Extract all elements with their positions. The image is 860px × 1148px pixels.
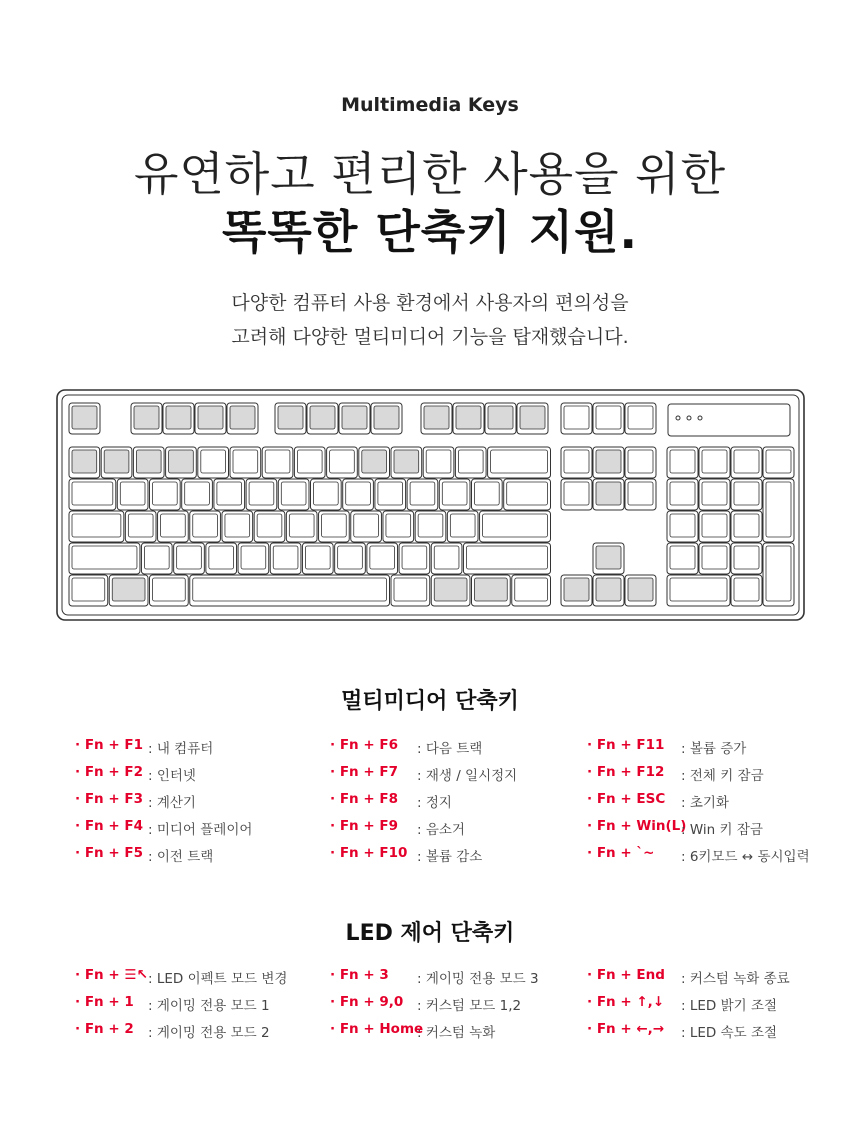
shortcut-key: · Fn + F7	[330, 764, 398, 780]
highlighted-key-top	[310, 406, 335, 429]
keycap-top	[507, 482, 548, 505]
shortcut-description: : 정지	[417, 795, 452, 811]
keycap-top	[201, 450, 226, 473]
shortcut-key: · Fn + `~	[587, 845, 655, 861]
shortcut-description: : LED 이펙트 모드 변경	[148, 971, 288, 987]
shortcut-key: · Fn + F12	[587, 764, 665, 780]
shortcut-key: · Fn + F6	[330, 737, 398, 753]
highlighted-key-top	[434, 578, 467, 601]
keycap-top	[670, 482, 695, 505]
shortcut-key: · Fn + 3	[330, 967, 389, 983]
highlighted-key-top	[596, 578, 621, 601]
highlighted-key-top	[362, 450, 387, 473]
description-line-1: 다양한 컴퓨터 사용 환경에서 사용자의 편의성을	[231, 292, 629, 314]
shortcut-description: : 초기화	[681, 795, 729, 811]
shortcut-description: : 이전 트랙	[148, 849, 214, 865]
keycap-top	[475, 482, 500, 505]
keycap-top	[596, 406, 621, 429]
highlighted-key-top	[136, 450, 161, 473]
keycap-top	[734, 546, 759, 569]
keycap-top	[386, 514, 411, 537]
highlighted-key-top	[166, 406, 191, 429]
shortcut-key: · Fn + 2	[75, 1021, 134, 1037]
section-eyebrow: Multimedia Keys	[341, 94, 519, 116]
keycap-top	[265, 450, 290, 473]
keycap-top	[766, 546, 791, 601]
shortcut-description: : 계산기	[148, 795, 196, 811]
highlighted-key-top	[198, 406, 223, 429]
highlighted-key-top	[488, 406, 513, 429]
highlighted-key-top	[72, 406, 97, 429]
keycap-top	[330, 450, 355, 473]
shortcut-description: : 내 컴퓨터	[148, 741, 214, 757]
keycap-top	[670, 450, 695, 473]
shortcut-key: · Fn + End	[587, 967, 665, 983]
highlighted-key-top	[424, 406, 449, 429]
shortcut-key: · Fn + F9	[330, 818, 398, 834]
highlighted-key-top	[475, 578, 508, 601]
keycap-top	[483, 514, 548, 537]
shortcut-key: · Fn + Home	[330, 1021, 424, 1037]
keycap-top	[466, 546, 547, 569]
keycap-top	[491, 450, 548, 473]
led-shortcuts-title: LED 제어 단축키	[345, 921, 515, 946]
keycap-top	[305, 546, 330, 569]
keycap-top	[217, 482, 242, 505]
shortcut-description: : 다음 트랙	[417, 741, 483, 757]
headline-line-1: 유연하고 편리한 사용을 위한	[133, 147, 727, 201]
multimedia-shortcuts-title: 멀티미디어 단축키	[341, 689, 519, 714]
shortcut-key: · Fn + F3	[75, 791, 143, 807]
keycap-top	[702, 482, 727, 505]
keycap-top	[734, 514, 759, 537]
keycap-top	[297, 450, 322, 473]
keycap-top	[628, 482, 653, 505]
shortcut-key: · Fn + F5	[75, 845, 143, 861]
shortcut-description: : 볼륨 감소	[417, 849, 483, 865]
keycap-top	[249, 482, 274, 505]
keycap-top	[153, 578, 186, 601]
highlighted-key-top	[230, 406, 255, 429]
keycap-top	[766, 482, 791, 537]
highlighted-key-top	[628, 578, 653, 601]
shortcut-description: : 재생 / 일시정지	[417, 768, 518, 784]
shortcut-description: : LED 속도 조절	[681, 1025, 778, 1041]
shortcut-description: : 커스텀 녹화	[417, 1025, 496, 1041]
shortcut-key: · Fn + ESC	[587, 791, 666, 807]
shortcut-description: : Win 키 잠금	[681, 822, 763, 838]
keycap-top	[378, 482, 403, 505]
shortcut-description: : 6키모드 ↔ 동시입력	[681, 849, 810, 865]
keycap-top	[193, 514, 218, 537]
indicator-panel	[668, 404, 790, 436]
shortcut-key: · Fn + ↑,↓	[587, 994, 665, 1010]
keycap-top	[450, 514, 475, 537]
highlighted-key-top	[169, 450, 194, 473]
shortcut-description: : 전체 키 잠금	[681, 768, 764, 784]
keycap-top	[670, 546, 695, 569]
keycap-top	[628, 450, 653, 473]
shortcut-key: · Fn + F1	[75, 737, 143, 753]
keycap-top	[394, 578, 427, 601]
keycap-top	[702, 514, 727, 537]
keycap-top	[257, 514, 282, 537]
highlighted-key-top	[104, 450, 129, 473]
highlighted-key-top	[596, 482, 621, 505]
keycap-top	[370, 546, 395, 569]
highlighted-key-top	[564, 578, 589, 601]
keycap-top	[314, 482, 339, 505]
keycap-top	[322, 514, 347, 537]
keycap-top	[402, 546, 427, 569]
highlighted-key-top	[72, 450, 97, 473]
keycap-top	[120, 482, 145, 505]
keycap-top	[289, 514, 314, 537]
keycap-top	[410, 482, 435, 505]
shortcut-key: · Fn + Win(L)	[587, 818, 687, 834]
shortcut-description: : 커스텀 모드 1,2	[417, 998, 522, 1014]
highlighted-key-top	[374, 406, 399, 429]
keycap-top	[670, 514, 695, 537]
keycap-top	[670, 578, 727, 601]
shortcut-description: : 게이밍 전용 모드 2	[148, 1025, 270, 1041]
shortcut-key: · Fn + F11	[587, 737, 665, 753]
shortcut-description: : 인터넷	[148, 768, 196, 784]
shortcut-key: · Fn + F8	[330, 791, 398, 807]
shortcut-key: · Fn + F10	[330, 845, 408, 861]
highlighted-key-top	[278, 406, 303, 429]
keycap-top	[281, 482, 306, 505]
keycap-top	[153, 482, 178, 505]
keycap-top	[426, 450, 451, 473]
keycap-top	[209, 546, 234, 569]
keycap-top	[766, 450, 791, 473]
keycap-top	[225, 514, 250, 537]
keycap-top	[564, 406, 589, 429]
keycap-top	[442, 482, 467, 505]
keycap-top	[702, 546, 727, 569]
keycap-top	[72, 514, 121, 537]
keycap-top	[354, 514, 379, 537]
highlighted-key-top	[394, 450, 419, 473]
keycap-top	[346, 482, 371, 505]
keycap-top	[128, 514, 153, 537]
keycap-top	[72, 546, 137, 569]
shortcut-key: · Fn + 1	[75, 994, 134, 1010]
shortcut-key: · Fn + 9,0	[330, 994, 404, 1010]
shortcut-key: · Fn + ←,→	[587, 1021, 665, 1037]
keycap-top	[515, 578, 548, 601]
keycap-top	[233, 450, 258, 473]
shortcut-description: : 미디어 플레이어	[148, 822, 253, 838]
highlighted-key-top	[112, 578, 145, 601]
keycap-top	[628, 406, 653, 429]
highlighted-key-top	[520, 406, 545, 429]
keycap-top	[241, 546, 266, 569]
shortcut-description: : LED 밝기 조절	[681, 998, 778, 1014]
highlighted-key-top	[134, 406, 159, 429]
keycap-top	[185, 482, 210, 505]
keycap-top	[418, 514, 443, 537]
keycap-top	[734, 482, 759, 505]
highlighted-key-top	[342, 406, 367, 429]
keycap-top	[434, 546, 459, 569]
shortcut-key: · Fn + F4	[75, 818, 143, 834]
keycap-top	[161, 514, 186, 537]
shortcut-key: · Fn + F2	[75, 764, 143, 780]
highlighted-key-top	[596, 450, 621, 473]
keycap-top	[72, 578, 105, 601]
keycap-top	[734, 578, 759, 601]
shortcut-description: : 커스텀 녹화 종료	[681, 971, 790, 987]
keycap-top	[72, 482, 113, 505]
keycap-top	[177, 546, 202, 569]
shortcut-key: · Fn + ☰↖	[75, 967, 148, 983]
keycap-top	[193, 578, 387, 601]
keycap-top	[273, 546, 298, 569]
highlighted-key-top	[596, 546, 621, 569]
keycap-top	[458, 450, 483, 473]
shortcut-description: : 게이밍 전용 모드 1	[148, 998, 270, 1014]
description-line-2: 고려해 다양한 멀티미디어 기능을 탑재했습니다.	[231, 326, 629, 348]
keycap-top	[734, 450, 759, 473]
shortcut-description: : 볼륨 증가	[681, 741, 747, 757]
shortcut-description: : 음소거	[417, 822, 465, 838]
keycap-top	[564, 482, 589, 505]
headline-line-2: 똑똑한 단축키 지원.	[222, 205, 638, 259]
keycap-top	[702, 450, 727, 473]
highlighted-key-top	[456, 406, 481, 429]
keycap-top	[144, 546, 169, 569]
keycap-top	[338, 546, 363, 569]
shortcut-description: : 게이밍 전용 모드 3	[417, 971, 539, 987]
keycap-top	[564, 450, 589, 473]
